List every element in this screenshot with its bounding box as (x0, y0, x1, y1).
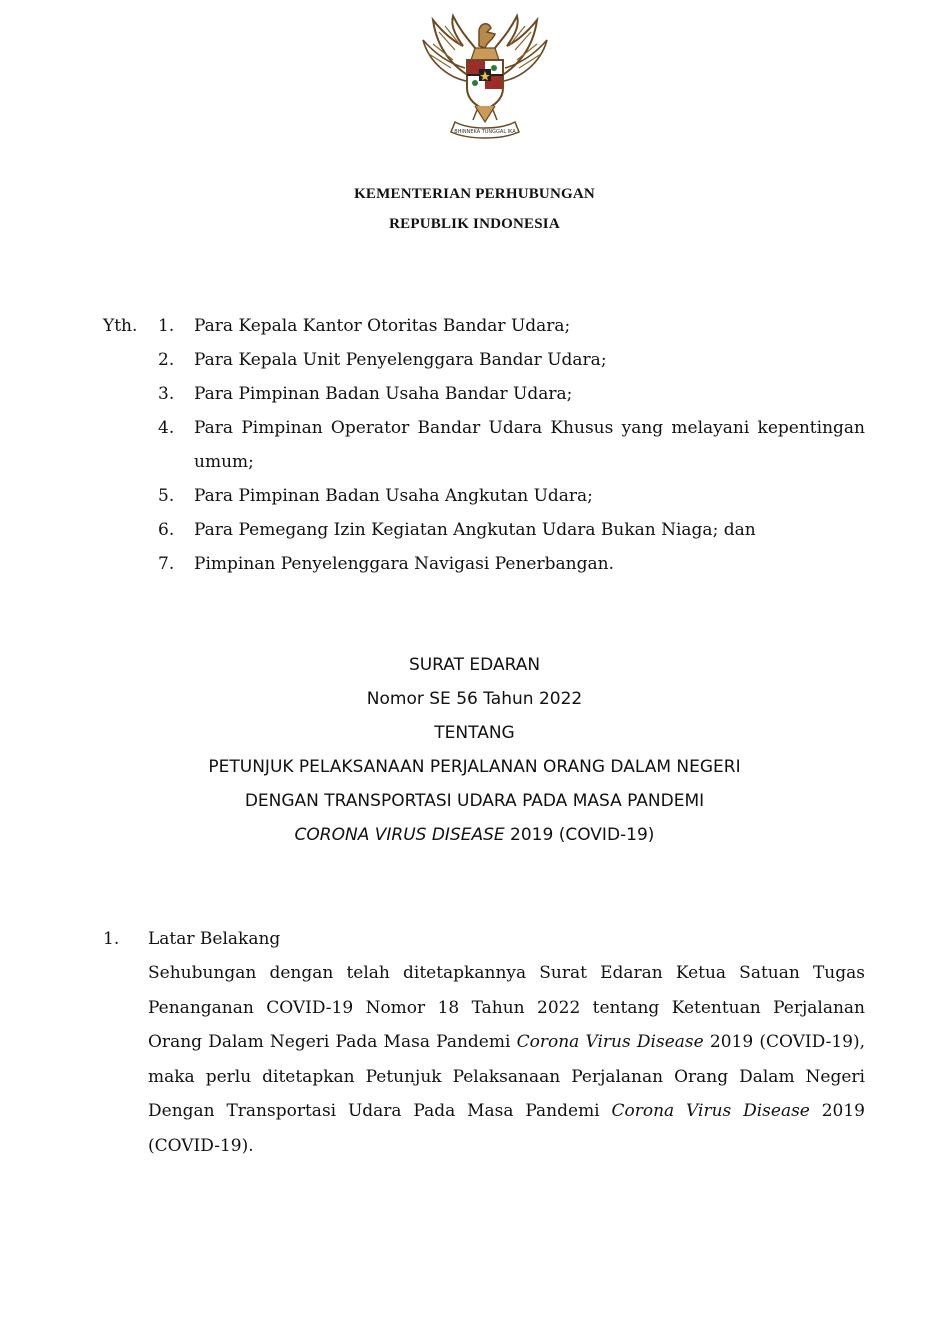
country-name: REPUBLIK INDONESIA (389, 216, 560, 232)
list-item (158, 547, 865, 581)
garuda-emblem-icon (415, 10, 555, 145)
section-number: 1. (103, 929, 120, 949)
svg-text:BHINNEKA TUNGGAL IKA: BHINNEKA TUNGGAL IKA (454, 129, 516, 135)
list-number: 2. (158, 350, 175, 370)
list-text: Para Pimpinan Badan Usaha Angkutan Udara; (194, 486, 593, 506)
document-type: SURAT EDARAN (408, 655, 541, 675)
section-paragraph (148, 956, 865, 1163)
subject-line-3 (0, 818, 949, 852)
subject-line-2: DENGAN TRANSPORTASI UDARA PADA MASA PANDEMI (244, 791, 705, 811)
list-item (158, 309, 865, 343)
paragraph-italic: Corona Virus Disease (611, 1101, 810, 1121)
list-number: 1. (158, 316, 175, 336)
list-number: 6. (158, 520, 175, 540)
paragraph-text: 2019 (COVID-19). (148, 1101, 865, 1156)
list-text: Para Pimpinan Badan Usaha Bandar Udara; (194, 384, 573, 404)
subject-rest: 2019 (COVID-19) (504, 825, 655, 845)
list-text: Para Kepala Kantor Otoritas Bandar Udara; (194, 316, 571, 336)
paragraph-text: Sehubungan dengan telah ditetapkannya Surat Edaran Ketua Satuan Tugas Penanganan COVID-19 Nomor 18 Tahun 2022 tentang Ketentuan Perjalanan Orang Dalam Negeri Pada Masa Pandemi (148, 963, 865, 1052)
ministry-name: KEMENTERIAN PERHUBUNGAN (354, 186, 595, 202)
document-title (0, 648, 949, 852)
list-item (158, 377, 865, 411)
list-item (158, 513, 865, 547)
list-item (158, 343, 865, 377)
recipient-list (158, 309, 865, 581)
list-number: 7. (158, 554, 175, 574)
section-heading: Latar Belakang (148, 929, 281, 949)
list-text: Para Pimpinan Operator Bandar Udara Khusus yang melayani kepentingan umum; (194, 418, 865, 472)
recipient-prefix: Yth. (103, 316, 138, 336)
list-number: 3. (158, 384, 175, 404)
list-text: Pimpinan Penyelenggara Navigasi Penerbangan. (194, 554, 614, 574)
list-item (158, 411, 865, 479)
list-item (158, 479, 865, 513)
document-number: Nomor SE 56 Tahun 2022 (366, 689, 583, 709)
subject-line-1: PETUNJUK PELAKSANAAN PERJALANAN ORANG DALAM NEGERI (208, 757, 741, 777)
list-text: Para Kepala Unit Penyelenggara Bandar Udara; (194, 350, 607, 370)
list-text: Para Pemegang Izin Kegiatan Angkutan Udara Bukan Niaga; dan (194, 520, 756, 540)
list-number: 4. (158, 418, 175, 438)
paragraph-italic: Corona Virus Disease (516, 1032, 704, 1052)
list-number: 5. (158, 486, 175, 506)
paragraph-text: 2019 (COVID-19), maka perlu ditetapkan Petunjuk Pelaksanaan Perjalanan Orang Dalam Negeri Dengan Transportasi Udara Pada Masa Pandemi (148, 1032, 865, 1121)
subject-italic: CORONA VIRUS DISEASE (294, 825, 505, 845)
about-label: TENTANG (434, 723, 515, 743)
